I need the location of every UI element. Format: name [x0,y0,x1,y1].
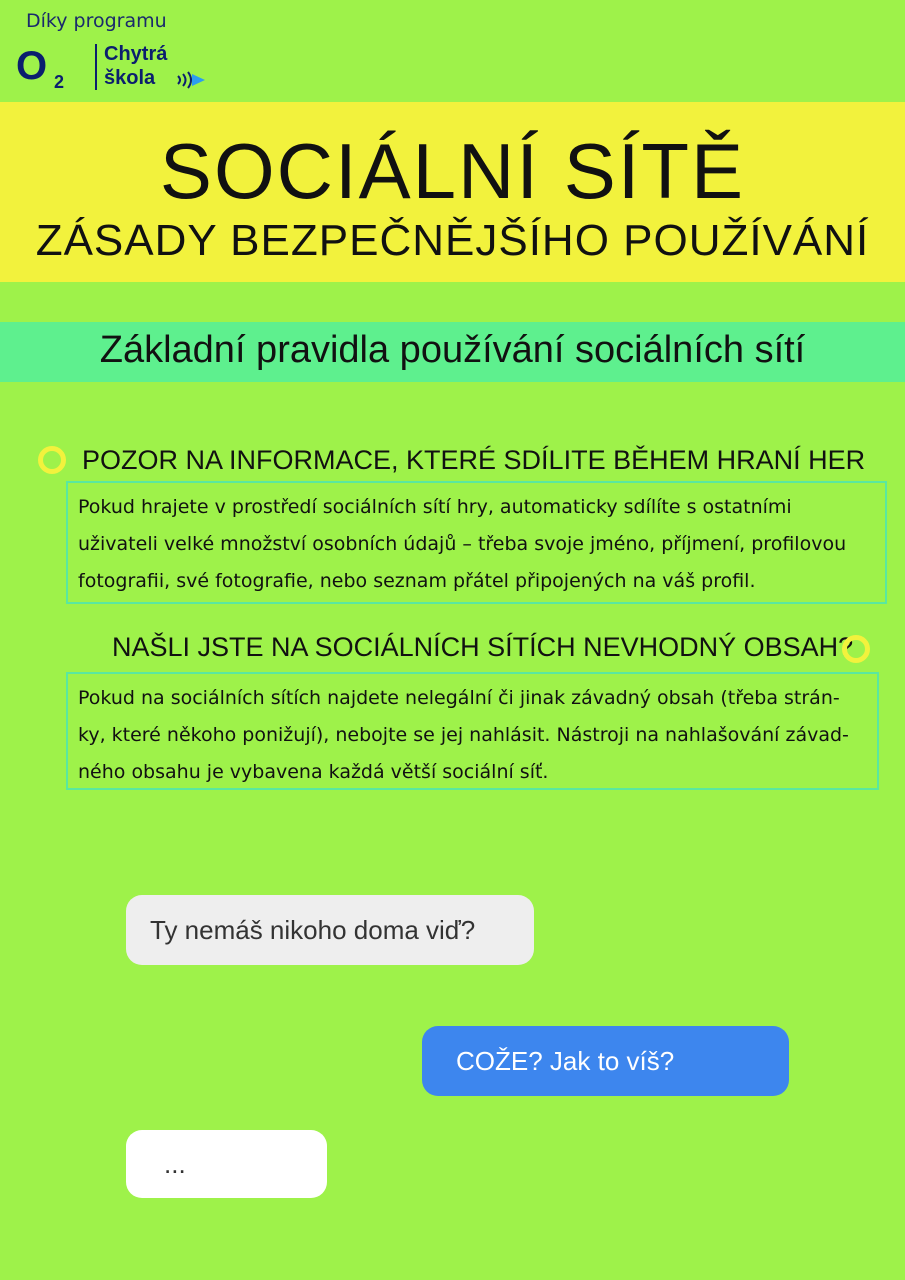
bullet-ring-icon [38,446,66,474]
rule-text-line: Pokud na sociálních sítích najdete nelegální či jinak závadný obsah (třeba strán- [78,687,840,709]
rule-text-line: uživateli velké množství osobních údajů – třeba svoje jméno, příjmení, profilovou [78,533,847,555]
program-line-1: Chytrá [104,43,168,65]
rule-text-box [66,481,887,604]
rule-text-line: ky, které někoho ponižují), nebojte se jej nahlásit. Nástroji na nahlašování závad- [78,724,849,746]
chat-message: Ty nemáš nikoho doma viď? [150,914,476,945]
section-title: Základní pravidla používání sociálních sítí [99,329,806,371]
rule-heading: NAŠLI JSTE NA SOCIÁLNÍCH SÍTÍCH NEVHODNÝ OBSAH? [112,632,854,662]
page-subtitle: ZÁSADY BEZPEČNĚJŠÍHO POUŽÍVÁNÍ [35,216,870,265]
rule-text-line: fotografii, své fotografie, nebo seznam přátel připojených na váš profil. [78,570,756,592]
program-line-2: škola [104,67,156,89]
o2-brand: O [16,44,48,88]
sponsor-text: Díky programu [26,10,167,32]
rule-heading: POZOR NA INFORMACE, KTERÉ SDÍLITE BĚHEM HRANÍ HER [82,445,866,475]
o2-brand-sub: 2 [54,72,65,92]
program-name [104,42,167,90]
chat-bubble-incoming [126,895,534,965]
sponsor-label [26,10,167,32]
chat-bubble-outgoing [422,1026,789,1096]
wifi-wave-icon [176,70,206,90]
rule-text-box [66,672,879,790]
rule-text-line: ného obsahu je vybavena každá větší sociální síť. [78,761,549,783]
chat-message: COŽE? Jak to víš? [456,1045,675,1076]
bullet-ring-icon [842,635,870,663]
chat-message: ... [164,1148,186,1179]
page-title: SOCIÁLNÍ SÍTĚ [159,127,746,215]
logo-divider [95,44,97,90]
chat-bubble-incoming-typing [126,1130,327,1198]
o2-chytra-skola-logo [16,38,216,96]
rule-text-line: Pokud hrajete v prostředí sociálních sítí hry, automaticky sdílíte s ostatními [78,496,792,518]
